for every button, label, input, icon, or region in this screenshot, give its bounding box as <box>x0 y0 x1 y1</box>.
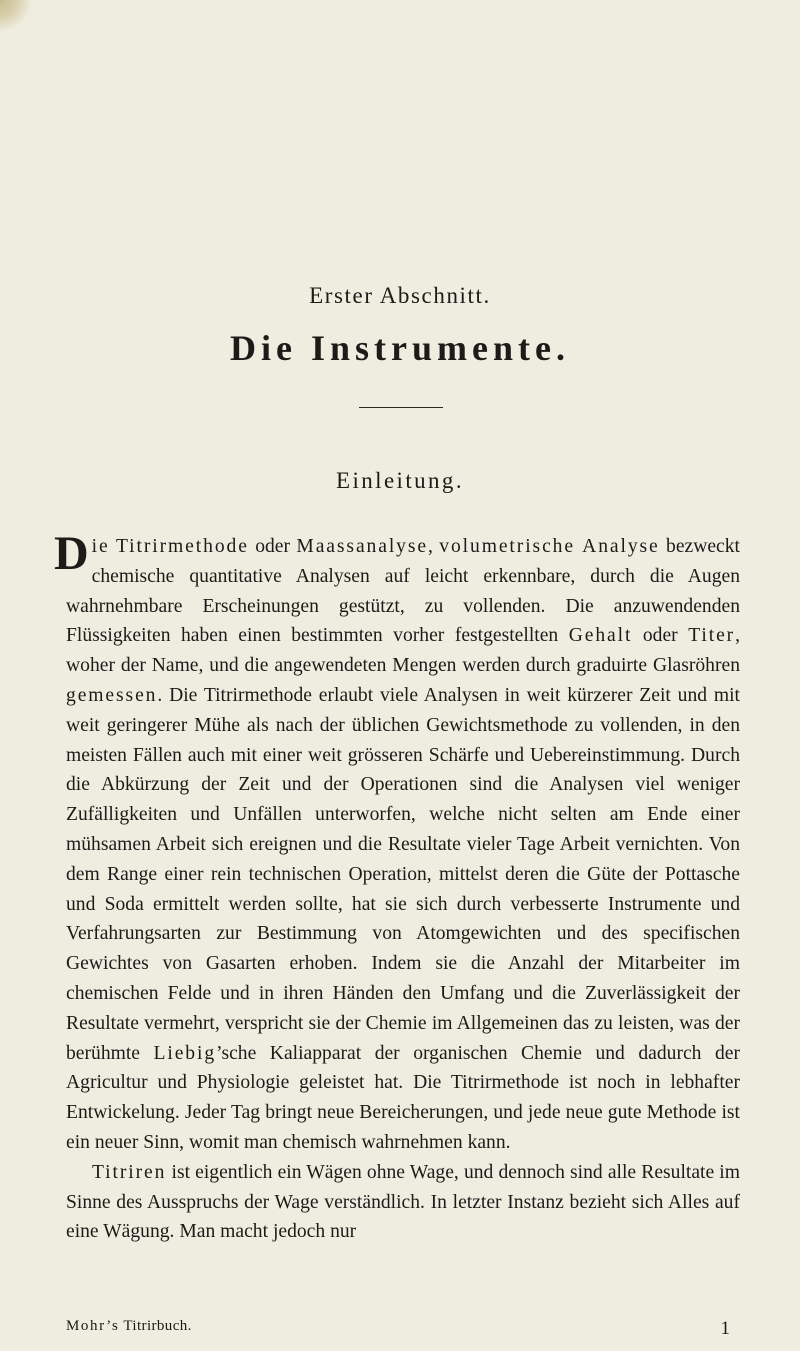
term-maassanalyse: Maassanalyse <box>296 536 428 557</box>
term-titrirmethode: Titrirmethode <box>115 536 249 557</box>
subheading: Einleitung. <box>336 468 464 493</box>
paragraph-1 <box>54 527 740 1158</box>
term-volumetrische-analyse: volumetrische Analyse <box>439 536 660 557</box>
lead-word: ie <box>91 536 110 557</box>
title-divider <box>359 407 443 408</box>
text-run: oder <box>248 536 297 557</box>
term-liebig: Liebig <box>153 1042 217 1064</box>
term-titriren: Titriren <box>92 1161 167 1183</box>
term-gemessen: gemessen <box>66 684 158 706</box>
drop-cap: D <box>54 527 89 580</box>
page-number: 1 <box>720 1318 730 1339</box>
text-run: ist eigentlich ein Wägen ohne Wage, und dennoch sind alle Resultate im Sinne des Ausspruchs der Wage verständlich. In letzter Instanz bezieht sich Alles auf eine Wägung. Man macht jedoch nur <box>66 1161 740 1243</box>
footer-author: Mohr’s <box>66 1318 120 1334</box>
text-run: , woher der Name, und die angewendeten Mengen werden durch graduirte Glasröhren <box>66 625 740 677</box>
term-titer: Titer <box>688 625 736 647</box>
footer-book: Titrirbuch. <box>119 1318 192 1334</box>
text-run: bezweckt chemische quantitative Analysen auf leicht erkennbare, durch die Augen wahrnehmbare Erscheinungen gestützt, zu vollenden. Die anzuwendenden Flüssigkeiten haben einen bestimmten vorher festgestellten <box>66 536 740 647</box>
page-footer <box>66 1318 740 1342</box>
text-run: . Die Titrirmethode erlaubt viele Analysen in weit kürzerer Zeit und mit weit geringerer Mühe als nach der üblichen Gewichtsmethode zu vollenden, in den meisten Fällen auch mit einer weit grösseren Schärfe und Uebereinstimmung. Durch die Abkürzung der Zeit und der Operationen sind die Analysen viel weniger Zufälligkeiten und Unfällen unterworfen, welche nicht selten am Ende einer mühsamen Arbeit sich ereignen und die Resultate vieler Tage Arbeit vernichten. Von dem Range einer rein technischen Operation, mittelst deren die Güte der Pottasche und Soda ermittelt werden sollte, hat sie sich durch verbesserte Instrumente und Verfahrungsarten zur Bestimmung von Atomgewichten und des specifischen Gewichtes von Gasarten erhoben. Indem sie die Anzahl der Mitarbeiter im chemischen Felde und in ihren Händen den Umfang und die Zuverlässigkeit der Resultate vermehrt, verspricht sie der Chemie im Allgemeinen das zu leisten, was der berühmte <box>66 684 740 1064</box>
term-gehalt: Gehalt <box>568 625 633 647</box>
body-text <box>54 527 740 1247</box>
running-footer <box>66 1318 192 1335</box>
paragraph-2 <box>66 1158 740 1247</box>
section-heading: Erster Abschnitt. <box>309 283 491 308</box>
text-run: oder <box>632 625 689 647</box>
text-run: , <box>428 536 440 557</box>
chapter-title: Die Instrumente. <box>230 328 570 368</box>
paper-stain <box>0 0 30 30</box>
text-run: ’sche Kaliapparat der organischen Chemie und dadurch der Agricultur und Physiologie geleistet hat. Die Titrirmethode ist noch in lebhafter Entwickelung. Jeder Tag bringt neue Bereicherungen, und jede neue gute Methode ist ein neuer Sinn, womit man chemisch wahrnehmen kann. <box>66 1042 740 1153</box>
